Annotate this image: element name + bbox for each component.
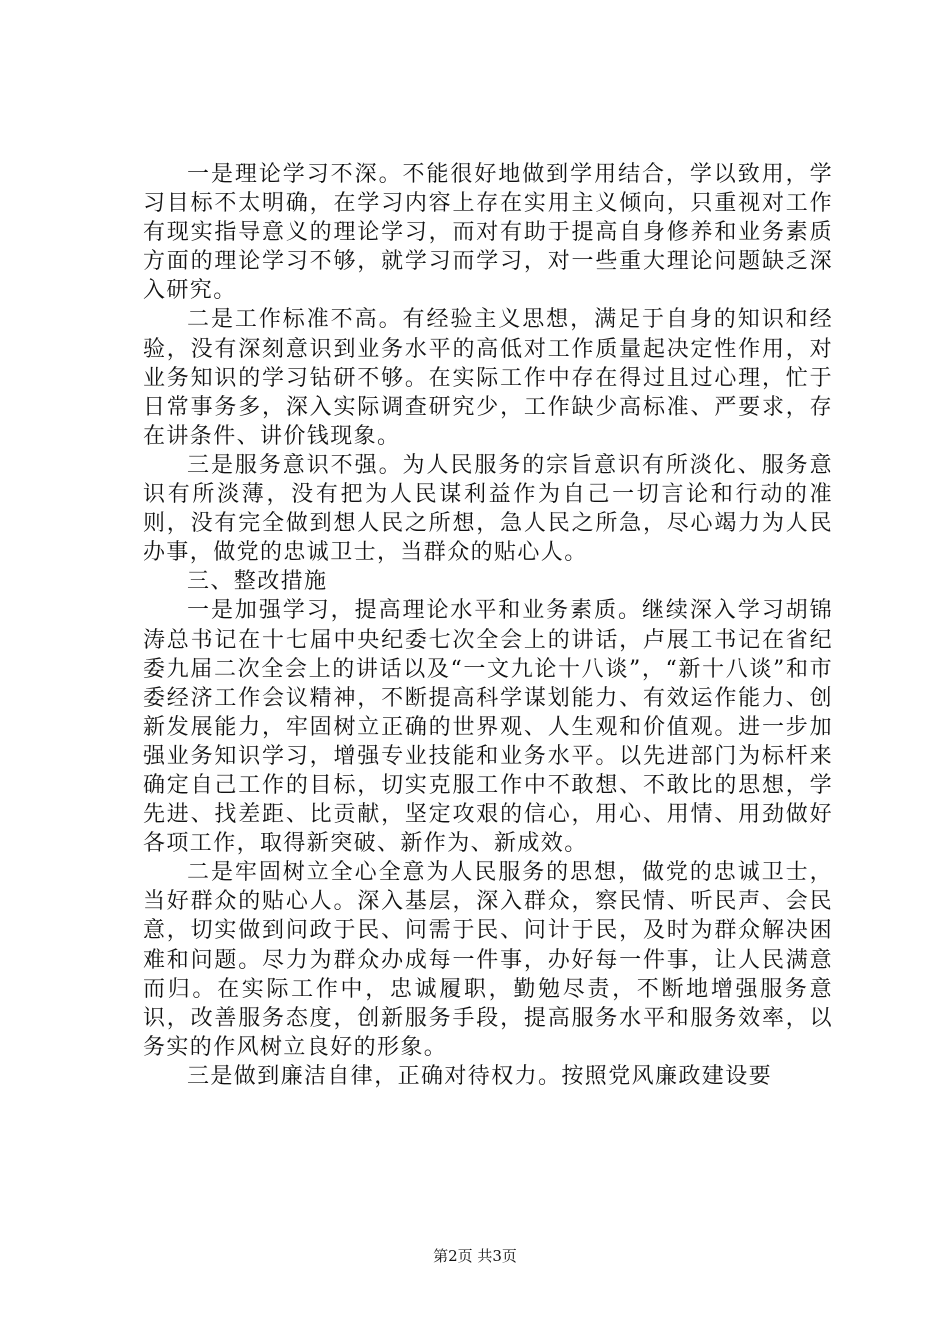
paragraph-strengthen-study: 一是加强学习，提高理论水平和业务素质。继续深入学习胡锦涛总书记在十七届中央纪委七次全会上的讲话，卢展工书记在省纪委九届二次全会上的讲话以及“一文九论十八谈”，“新十八谈”和市委经济工作会议精神，不断提高科学谋划能力、有效运作能力、创新发展能力，牢固树立正确的世界观、人生观和价值观。进一步加强业务知识学习，增强专业技能和业务水平。以先进部门为标杆来确定自己工作的目标，切实克服工作中不敢想、不敢比的思想，学先进、找差距、比贡献，坚定攻艰的信心，用心、用情、用劲做好各项工作，取得新突破、新作为、新成效。 (143, 598, 833, 857)
document-body (143, 160, 833, 1091)
paragraph-service-awareness: 三是服务意识不强。为人民服务的宗旨意识有所淡化、服务意识有所淡薄，没有把为人民谋利益作为自己一切言论和行动的准则，没有完全做到想人民之所想，急人民之所急，尽心竭力为人民办事，做党的忠诚卫士，当群众的贴心人。 (143, 452, 833, 566)
page-number-footer: 第2页 共3页 (433, 1247, 517, 1265)
paragraph-work-standard: 二是工作标准不高。有经验主义思想，满足于自身的知识和经验，没有深刻意识到业务水平的高低对工作质量起决定性作用，对业务知识的学习钻研不够。在实际工作中存在得过且过心理，忙于日常事务多，深入实际调查研究少，工作缺少高标准、严要求，存在讲条件、讲价钱现象。 (143, 307, 833, 449)
paragraph-integrity: 三是做到廉洁自律，正确对待权力。按照党风廉政建设要 (187, 1063, 773, 1089)
section-heading-rectification: 三、整改措施 (187, 569, 328, 595)
paragraph-serve-people: 二是牢固树立全心全意为人民服务的思想，做党的忠诚卫士，当好群众的贴心人。深入基层，深入群众，察民情、听民声、会民意，切实做到问政于民、问需于民、问计于民，及时为群众解决困难和问题。尽力为群众办成每一件事，办好每一件事，让人民满意而归。在实际工作中，忠诚履职，勤勉尽责，不断地增强服务意识，改善服务态度，创新服务手段，提高服务水平和服务效率，以务实的作风树立良好的形象。 (143, 860, 833, 1060)
paragraph-theory-study: 一是理论学习不深。不能很好地做到学用结合，学以致用，学习目标不太明确，在学习内容上存在实用主义倾向，只重视对工作有现实指导意义的理论学习，而对有助于提高自身修养和业务素质方面的理论学习不够，就学习而学习，对一些重大理论问题缺乏深入研究。 (143, 162, 833, 304)
